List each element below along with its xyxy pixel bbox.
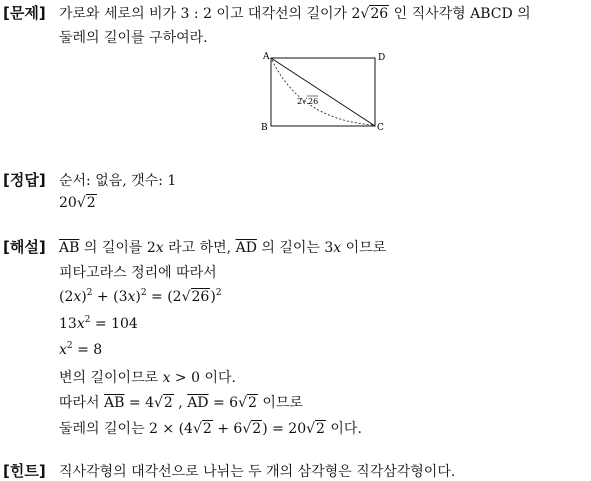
l7-radicand-2: 2 bbox=[248, 395, 257, 411]
problem-text-a: 가로와 세로의 비가 3 : 2 이고 대각선의 길이가 bbox=[59, 6, 352, 22]
var-x: x bbox=[73, 289, 82, 305]
l8-radicand-2: 2 bbox=[252, 421, 262, 437]
l6-b: > 0 이다. bbox=[170, 370, 236, 386]
eq4-b: = 104 bbox=[90, 316, 138, 332]
l8-c: ) = 20 bbox=[262, 421, 307, 437]
exponent: 2 bbox=[140, 288, 147, 298]
exponent: 2 bbox=[86, 288, 93, 298]
diag-radicand: 26 bbox=[308, 97, 319, 106]
solution-line-2: 피타고라스 정리에 따라서 bbox=[59, 265, 217, 281]
problem-text-b: 인 직사각형 ABCD 의 bbox=[389, 6, 531, 22]
problem-line-2: 둘레의 길이를 구하여라. bbox=[59, 30, 208, 46]
solution-line-3 bbox=[59, 288, 222, 305]
var-x: x bbox=[155, 240, 164, 256]
problem-radicand: 26 bbox=[370, 6, 389, 22]
label-a: A bbox=[263, 52, 270, 62]
var-x: x bbox=[76, 316, 85, 332]
l7-d: = 6 bbox=[208, 395, 239, 411]
problem-coef: 2 bbox=[351, 6, 361, 22]
eq3-close: ) bbox=[210, 289, 216, 305]
solution-l1-b: 라고 하면, bbox=[163, 240, 236, 256]
l8-sqrt-2: √2 bbox=[242, 421, 262, 437]
answer-meta: 순서: 없음, 갯수: 1 bbox=[59, 173, 177, 189]
l7-radicand-1: 2 bbox=[163, 395, 173, 411]
rectangle-figure bbox=[255, 48, 395, 138]
var-x: x bbox=[162, 370, 171, 386]
segment-ab: $\overline{AB}$ bbox=[59, 240, 80, 256]
solution-line-1 bbox=[59, 237, 386, 257]
solution-line-6 bbox=[59, 367, 236, 387]
solution-tag: [해설] bbox=[3, 238, 46, 256]
label-c: C bbox=[377, 123, 384, 133]
answer-sqrt: √2 bbox=[76, 195, 96, 211]
l6-a: 변의 길이이므로 bbox=[59, 370, 163, 386]
label-d: D bbox=[378, 53, 386, 63]
eq5-b: = 8 bbox=[72, 342, 103, 358]
label-b: B bbox=[261, 123, 268, 133]
l8-b: + 6 bbox=[212, 421, 243, 437]
l8-a: 둘레의 길이는 2 × (4 bbox=[59, 421, 193, 437]
solution-l1-c: 의 길이는 3 bbox=[256, 240, 334, 256]
problem-sqrt: √26 bbox=[360, 6, 389, 22]
solution-line-7 bbox=[59, 392, 303, 412]
segment-ab: $\overline{AB}$ bbox=[104, 395, 125, 411]
answer-tag: [정답] bbox=[3, 171, 46, 189]
eq3-d: ) bbox=[135, 289, 141, 305]
l7-sqrt-2: √2 bbox=[238, 395, 257, 411]
l7-c: , bbox=[173, 395, 188, 411]
l7-sqrt-1: √2 bbox=[153, 395, 173, 411]
solution-line-8 bbox=[59, 418, 362, 438]
var-x: x bbox=[333, 240, 342, 256]
l8-sqrt-1: √2 bbox=[192, 421, 212, 437]
eq3-c: + (3 bbox=[92, 289, 128, 305]
hint-text: 직사각형의 대각선으로 나뉘는 두 개의 삼각형은 직각삼각형이다. bbox=[59, 464, 456, 480]
l7-b: = 4 bbox=[124, 395, 154, 411]
hint-tag: [힌트] bbox=[3, 462, 46, 480]
var-x: x bbox=[127, 289, 136, 305]
diagonal-ac bbox=[271, 58, 375, 126]
diag-coef: 2 bbox=[297, 97, 303, 106]
l8-sqrt-3: √2 bbox=[306, 421, 325, 437]
problem-line-1 bbox=[59, 3, 531, 23]
answer-radicand: 2 bbox=[86, 195, 96, 211]
exponent: 2 bbox=[215, 288, 222, 298]
eq3-sqrt: √26 bbox=[181, 289, 210, 305]
l8-radicand-1: 2 bbox=[202, 421, 212, 437]
solution-l1-a: 의 길이를 2 bbox=[79, 240, 156, 256]
diag-root: √ bbox=[302, 97, 308, 106]
exponent: 2 bbox=[84, 315, 91, 325]
answer-value bbox=[59, 195, 97, 211]
solution-line-4 bbox=[59, 315, 138, 332]
solution-l1-d: 이므로 bbox=[341, 240, 387, 256]
eq4-a: 13 bbox=[59, 316, 77, 332]
exponent: 2 bbox=[66, 341, 73, 351]
l7-a: 따라서 bbox=[59, 395, 105, 411]
eq3-radicand: 26 bbox=[191, 289, 210, 305]
eq3-a: (2 bbox=[59, 289, 74, 305]
segment-ad: $\overline{AD}$ bbox=[235, 240, 257, 256]
var-x: x bbox=[59, 342, 67, 358]
eq3-b: ) bbox=[81, 289, 87, 305]
solution-line-5 bbox=[59, 341, 102, 358]
l7-e: 이므로 bbox=[257, 395, 303, 411]
segment-ad: $\overline{AD}$ bbox=[187, 395, 209, 411]
problem-tag: [문제] bbox=[3, 4, 46, 22]
l8-radicand-3: 2 bbox=[316, 421, 325, 437]
answer-coef: 20 bbox=[59, 195, 77, 211]
eq3-eq: = (2 bbox=[146, 289, 182, 305]
l8-d: 이다. bbox=[325, 421, 362, 437]
